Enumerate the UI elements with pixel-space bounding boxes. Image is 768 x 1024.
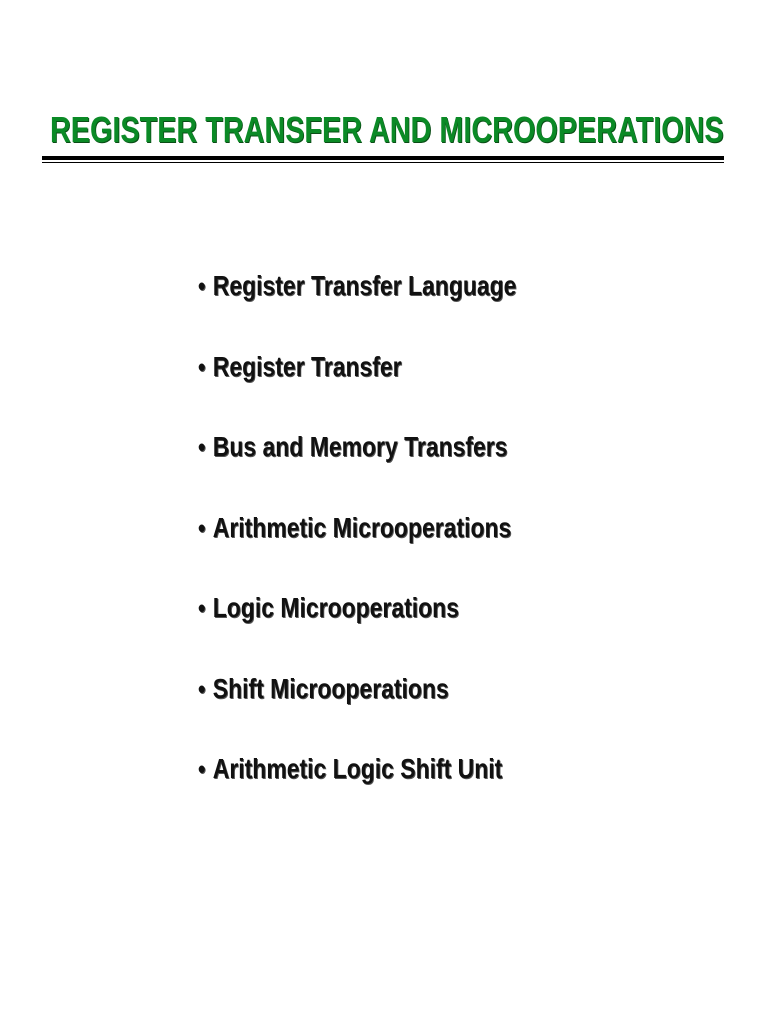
bullet-icon: • [198, 271, 206, 301]
bullet-icon: • [198, 593, 206, 623]
topic-label: Arithmetic Logic Shift Unit [212, 753, 503, 784]
topic-label: Register Transfer Language [212, 270, 517, 301]
topic-item [198, 508, 516, 589]
topic-label: Shift Microoperations [212, 672, 449, 704]
topic-item [198, 427, 516, 508]
topic-item [198, 347, 516, 428]
topic-item [198, 588, 516, 669]
topic-label: Logic Microoperations [212, 592, 459, 623]
topic-item [198, 749, 516, 830]
bullet-icon: • [198, 432, 206, 462]
title-underline-thin [42, 162, 724, 163]
topic-label: Register Transfer [212, 350, 402, 382]
topic-item [198, 266, 516, 347]
bullet-icon: • [198, 673, 206, 704]
topic-label: Arithmetic Microoperations [212, 511, 512, 543]
slide-title: REGISTER TRANSFER AND MICROOPERATIONS [50, 109, 724, 150]
topic-list [198, 266, 586, 830]
title-underline-thick [42, 156, 724, 160]
topic-label: Bus and Memory Transfers [212, 431, 508, 462]
bullet-icon: • [198, 351, 206, 382]
bullet-icon: • [198, 512, 206, 543]
bullet-icon: • [198, 754, 206, 784]
topic-item [198, 669, 516, 750]
